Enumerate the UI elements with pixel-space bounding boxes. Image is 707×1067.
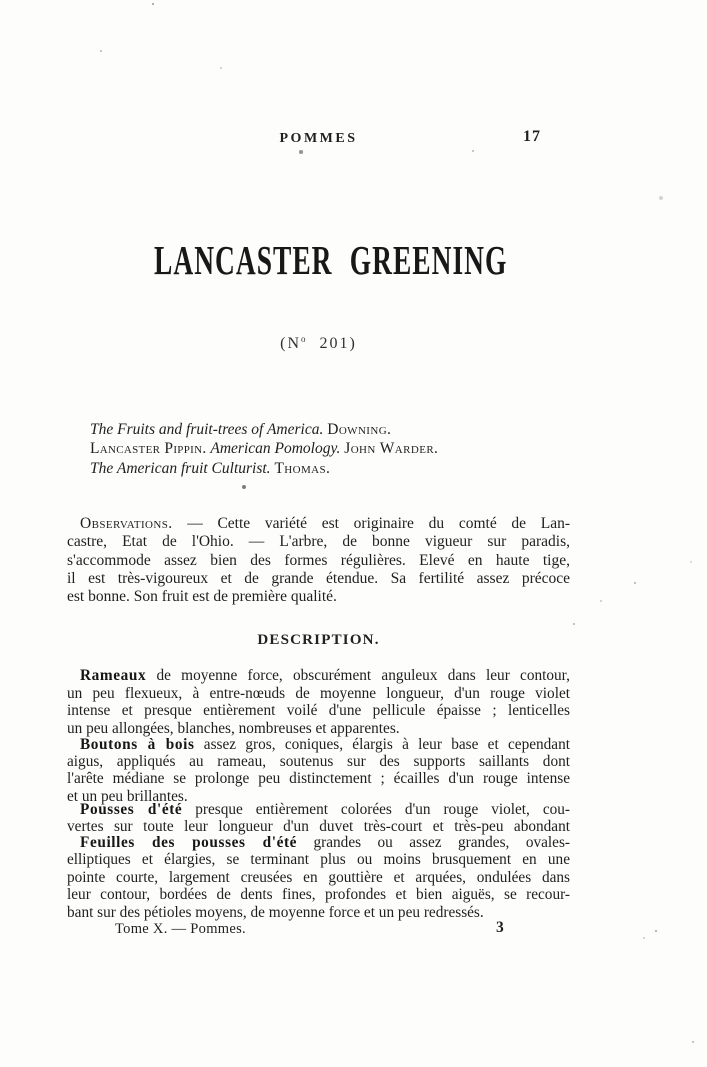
text-line bbox=[67, 667, 570, 685]
text-line: vertes sur toute leur longueur d'un duvet très-court et très-peu abondant bbox=[67, 818, 570, 836]
variety-title-text: LANCASTER GREENING bbox=[154, 237, 508, 283]
running-title-text: POMMES bbox=[279, 131, 358, 146]
text-line: un peu allongées, blanches, nombreuses et apparentes. bbox=[67, 719, 400, 737]
text-line bbox=[67, 515, 570, 533]
reference-author: Thomas. bbox=[274, 459, 331, 477]
paragraph-feuilles bbox=[67, 834, 570, 921]
variety-title bbox=[67, 236, 570, 284]
text-line: et un peu brillantes. bbox=[67, 787, 188, 805]
scan-speckles bbox=[0, 0, 2, 2]
text-line: leur contour, bordées de dents fines, profondes et bien aiguës, se recour- bbox=[67, 886, 570, 904]
reference-list bbox=[90, 420, 580, 478]
paragraph-text: grandes ou assez grandes, ovales- bbox=[297, 834, 570, 851]
paragraph-lead: Boutons à bois bbox=[80, 736, 195, 753]
text-line: elliptiques et élargies, se terminant plus ou moins brusquement en une bbox=[67, 851, 570, 869]
paragraph-lead: Feuilles des pousses d'été bbox=[80, 834, 298, 851]
paragraph-text: de moyenne force, obscurément anguleux dans leur contour, bbox=[146, 667, 570, 684]
reference-work: American Pomology. bbox=[210, 440, 341, 458]
text-line: est bonne. Son fruit est de première qualité. bbox=[67, 588, 337, 606]
reference-work: The American fruit Culturist. bbox=[90, 459, 271, 477]
reference-author: Downing. bbox=[327, 421, 392, 438]
paragraph-boutons-a-bois bbox=[67, 736, 570, 805]
reference-author: John Warder. bbox=[344, 440, 439, 458]
paragraph-text: assez gros, coniques, élargis à leur base et cependant bbox=[194, 736, 570, 753]
page-number-top: 17 bbox=[523, 128, 541, 145]
page-number-bottom: 3 bbox=[496, 919, 504, 936]
reference-line bbox=[90, 459, 580, 478]
observations-paragraph bbox=[67, 515, 570, 606]
text-line: un peu flexueux, à entre-nœuds de moyenne longueur, d'un rouge violet bbox=[67, 684, 570, 702]
paragraph-lead: Rameaux bbox=[80, 667, 147, 684]
variety-number bbox=[67, 335, 570, 353]
observations-label: Observations. bbox=[80, 515, 173, 532]
text-line bbox=[67, 834, 570, 851]
paragraph-text: presque entièrement colorées d'un rouge violet, cou- bbox=[182, 801, 571, 818]
text-line: bant sur des pétioles moyens, de moyenne force et un peu redressés. bbox=[67, 903, 484, 921]
paragraph-lead: Pousses d'été bbox=[80, 801, 183, 818]
observations-text: — Cette variété est originaire du comté de Lan- bbox=[172, 515, 570, 532]
text-line: intense et presque entièrement voilé d'une pellicule épaisse ; lenticelles bbox=[67, 702, 570, 720]
paragraph-rameaux bbox=[67, 667, 570, 737]
paragraph-pousses-dete bbox=[67, 801, 570, 836]
reference-work: The Fruits and fruit-trees of America. bbox=[90, 421, 324, 438]
variety-number-prefix: (N bbox=[280, 335, 302, 352]
text-line: castre, Etat de l'Ohio. — L'arbre, de bonne vigueur sur paradis, bbox=[67, 533, 570, 551]
text-line: il est très-vigoureux et de grande étendue. Sa fertilité assez précoce bbox=[67, 569, 570, 587]
reference-synonym: Lancaster Pippin. bbox=[90, 440, 207, 458]
text-line: l'arête médiane se prolonge peu distinctement ; écailles d'un rouge intense bbox=[67, 770, 570, 788]
text-line: pointe courte, largement creusées en gouttière et arquées, ondulées dans bbox=[67, 868, 570, 886]
variety-number-suffix: 201) bbox=[305, 335, 357, 352]
text-line: s'accommode assez bien des formes régulières. Elevé en haute tige, bbox=[67, 551, 570, 569]
text-line bbox=[67, 801, 570, 818]
text-line bbox=[67, 736, 570, 753]
description-heading: DESCRIPTION. bbox=[257, 632, 380, 648]
reference-line bbox=[90, 439, 580, 458]
tome-signature: Tome X. — Pommes. bbox=[115, 921, 246, 937]
running-title bbox=[67, 131, 570, 147]
reference-line bbox=[90, 420, 580, 439]
variety-number-superscript: o bbox=[301, 334, 306, 344]
text-line: aigus, appliqués au rameau, soutenus sur des supports saillants dont bbox=[67, 753, 570, 771]
